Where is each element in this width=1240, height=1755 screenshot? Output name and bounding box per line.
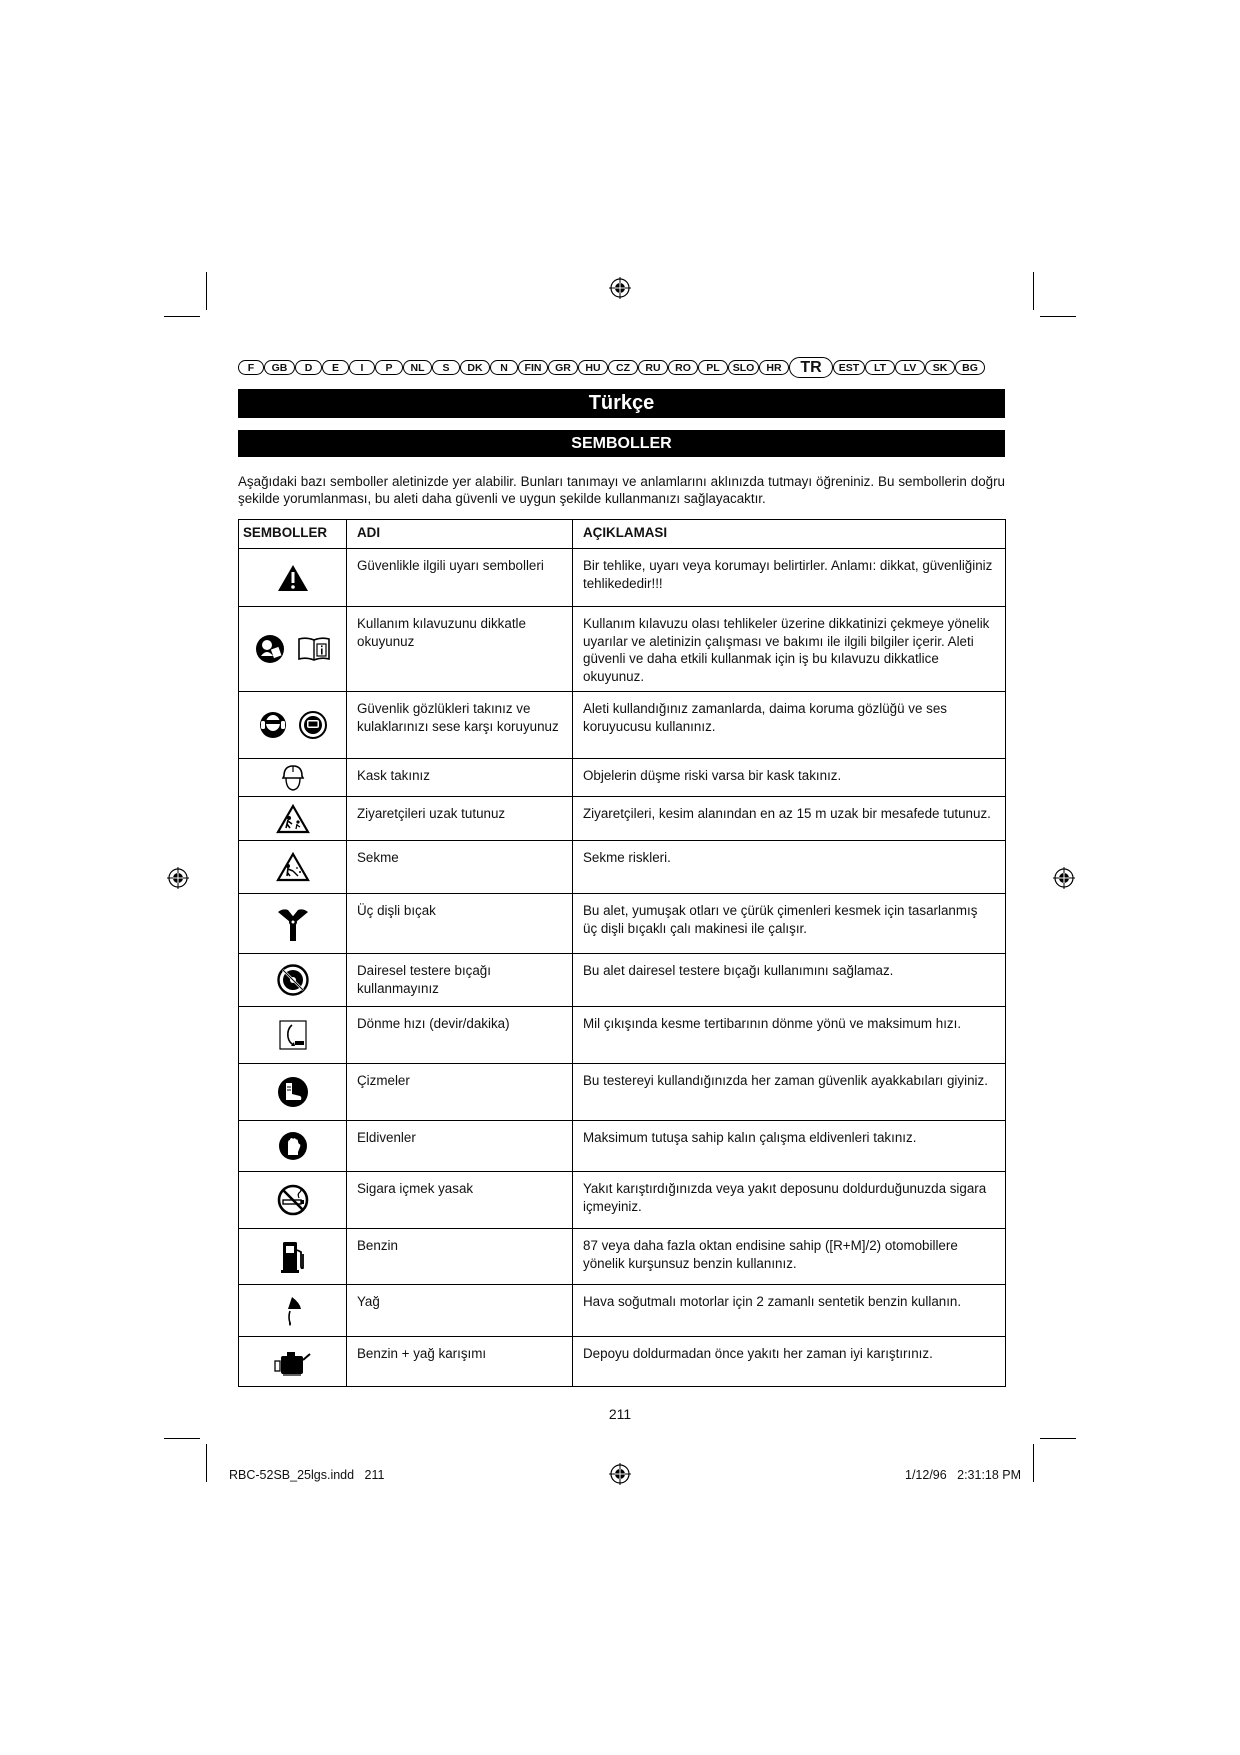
symbol-cell — [239, 1064, 347, 1121]
rotation-speed-icon — [278, 1019, 308, 1051]
symbol-name: Benzin + yağ karışımı — [347, 1337, 573, 1387]
registration-mark-icon — [609, 277, 631, 299]
symbol-cell — [239, 1337, 347, 1387]
symbol-cell — [239, 759, 347, 797]
symbol-cell — [239, 692, 347, 759]
page-title: Türkçe — [238, 389, 1005, 418]
lang-tab-ru[interactable]: RU — [638, 360, 668, 375]
eye-ear-protection-icon — [259, 710, 287, 740]
boots-icon — [277, 1076, 309, 1108]
lang-tab-f[interactable]: F — [238, 360, 264, 375]
symbol-cell — [239, 549, 347, 607]
symbol-description: Bu alet dairesel testere bıçağı kullanımını sağlamaz. — [573, 954, 1006, 1007]
lang-tab-pl[interactable]: PL — [698, 360, 728, 375]
symbol-description: Depoyu doldurmadan önce yakıtı her zaman iyi karıştırınız. — [573, 1337, 1006, 1387]
lang-tab-lt[interactable]: LT — [865, 360, 895, 375]
gloves-icon — [278, 1131, 308, 1161]
symbol-name: Sekme — [347, 841, 573, 894]
symbol-name: Dairesel testere bıçağı kullanmayınız — [347, 954, 573, 1007]
symbol-description: Mil çıkışında kesme tertibarının dönme yönü ve maksimum hızı. — [573, 1007, 1006, 1064]
symbol-cell — [239, 841, 347, 894]
table-row — [239, 1007, 1006, 1064]
symbol-description: Bir tehlike, uyarı veya korumayı belirtirler. Anlamı: dikkat, güvenliğiniz tehlikededir!!! — [573, 549, 1006, 607]
symbol-description: Bu testereyi kullandığınızda her zaman güvenlik ayakkabıları giyiniz. — [573, 1064, 1006, 1121]
lang-tab-gb[interactable]: GB — [264, 360, 295, 375]
crop-mark — [1033, 272, 1034, 310]
table-row — [239, 1121, 1006, 1172]
lang-tab-bg[interactable]: BG — [955, 360, 985, 375]
lang-tab-d[interactable]: D — [295, 360, 322, 375]
symbol-name: Dönme hızı (devir/dakika) — [347, 1007, 573, 1064]
symbol-name: Güvenlik gözlükleri takınız ve kulaklarınızı sese karşı koruyunuz — [347, 692, 573, 759]
crop-mark — [1040, 1438, 1076, 1439]
symbol-name: Kask takınız — [347, 759, 573, 797]
table-row — [239, 549, 1006, 607]
column-header-description: AÇIKLAMASI — [573, 520, 1006, 549]
lang-tab-i[interactable]: I — [349, 360, 375, 375]
lang-tab-e[interactable]: E — [322, 360, 349, 375]
symbol-description: 87 veya daha fazla oktan endisine sahip ([R+M]/2) otomobillere yönelik kurşunsuz benzin kullanınız. — [573, 1229, 1006, 1285]
symbol-cell — [239, 1007, 347, 1064]
table-row — [239, 841, 1006, 894]
symbol-name: Sigara içmek yasak — [347, 1172, 573, 1229]
table-row — [239, 607, 1006, 692]
no-smoking-icon — [277, 1184, 309, 1216]
table-row — [239, 1229, 1006, 1285]
intro-paragraph: Aşağıdaki bazı semboller aletinizde yer alabilir. Bunları tanımayı ve anlamlarını aklınızda tutmayı öğreniniz. Bu sembollerin doğru şekilde yorumlanması, bu aleti daha güvenli ve uygun şekilde kullanmanızı sağlayacaktır. — [238, 474, 1005, 506]
registration-mark-icon — [609, 1463, 631, 1485]
crop-mark — [206, 1444, 207, 1482]
table-row — [239, 692, 1006, 759]
manual-book-icon — [297, 636, 331, 662]
fuel-pump-icon — [280, 1239, 306, 1275]
lang-tab-slo[interactable]: SLO — [728, 360, 759, 375]
symbol-name: Çizmeler — [347, 1064, 573, 1121]
symbol-name: Üç dişli bıçak — [347, 894, 573, 954]
lang-tab-cz[interactable]: CZ — [608, 360, 638, 375]
table-header-row — [239, 520, 1006, 549]
crop-mark — [164, 1438, 200, 1439]
symbol-description: Ziyaretçileri, kesim alanından en az 15 m uzak bir mesafede tutunuz. — [573, 797, 1006, 841]
symbol-cell — [239, 1121, 347, 1172]
registration-mark-icon — [1053, 867, 1075, 889]
table-row — [239, 894, 1006, 954]
lang-tab-tr-active[interactable]: TR — [789, 357, 833, 378]
lang-tab-est[interactable]: EST — [833, 360, 865, 375]
lang-tab-fin[interactable]: FIN — [518, 360, 548, 375]
table-row — [239, 1064, 1006, 1121]
table-row — [239, 1172, 1006, 1229]
lang-tab-sk[interactable]: SK — [925, 360, 955, 375]
fuel-oil-mix-can-icon — [273, 1346, 313, 1378]
warning-triangle-icon — [276, 563, 310, 593]
lang-tab-gr[interactable]: GR — [548, 360, 578, 375]
lang-tab-ro[interactable]: RO — [668, 360, 698, 375]
crop-mark — [206, 272, 207, 310]
symbol-cell — [239, 1285, 347, 1337]
lang-tab-p[interactable]: P — [375, 360, 403, 375]
oil-drop-icon — [280, 1293, 306, 1329]
keep-bystanders-away-icon — [276, 804, 310, 834]
symbols-table — [238, 519, 1006, 1387]
symbol-description: Aleti kullandığınız zamanlarda, daima koruma gözlüğü ve ses koruyucusu kullanınız. — [573, 692, 1006, 759]
section-title: SEMBOLLER — [238, 430, 1005, 457]
symbol-cell — [239, 894, 347, 954]
symbol-name: Benzin — [347, 1229, 573, 1285]
page-number: 211 — [608, 1406, 632, 1422]
symbol-description: Objelerin düşme riski varsa bir kask takınız. — [573, 759, 1006, 797]
symbol-description: Hava soğutmalı motorlar için 2 zamanlı sentetik benzin kullanın. — [573, 1285, 1006, 1337]
symbol-description: Maksimum tutuşa sahip kalın çalışma eldivenleri takınız. — [573, 1121, 1006, 1172]
symbol-name: Kullanım kılavuzunu dikkatle okuyunuz — [347, 607, 573, 692]
lang-tab-nl[interactable]: NL — [403, 360, 432, 375]
lang-tab-dk[interactable]: DK — [460, 360, 490, 375]
symbol-description: Sekme riskleri. — [573, 841, 1006, 894]
table-row — [239, 954, 1006, 1007]
kickback-warning-icon — [276, 852, 310, 882]
language-tabs — [238, 357, 1006, 377]
table-row — [239, 1285, 1006, 1337]
table-row — [239, 797, 1006, 841]
face-shield-icon — [299, 710, 327, 740]
footer-file-name: RBC-52SB_25lgs.indd 211 — [229, 1468, 385, 1482]
symbol-cell — [239, 1172, 347, 1229]
crop-mark — [1033, 1444, 1034, 1482]
symbol-cell — [239, 1229, 347, 1285]
crop-mark — [164, 316, 200, 317]
symbol-description: Kullanım kılavuzu olası tehlikeler üzerine dikkatinizi çekmeye yönelik uyarılar ve aletinizin çalışması ve bakımı ile ilgili bilgiler içerir. Aleti güvenli ve daha etkili kullanmak için iş bu kılavuzu dikkatlice okuyunuz. — [573, 607, 1006, 692]
symbol-description: Yakıt karıştırdığınızda veya yakıt deposunu doldurduğunuzda sigara içmeyiniz. — [573, 1172, 1006, 1229]
lang-tab-hu[interactable]: HU — [578, 360, 608, 375]
symbol-name: Ziyaretçileri uzak tutunuz — [347, 797, 573, 841]
symbol-cell — [239, 954, 347, 1007]
symbol-name: Eldivenler — [347, 1121, 573, 1172]
lang-tab-s[interactable]: S — [432, 360, 460, 375]
registration-mark-icon — [167, 867, 189, 889]
lang-tab-lv[interactable]: LV — [895, 360, 925, 375]
footer-date: 1/12/96 2:31:18 PM — [905, 1468, 1022, 1482]
symbol-name: Güvenlikle ilgili uyarı sembolleri — [347, 549, 573, 607]
symbol-cell — [239, 797, 347, 841]
crop-mark — [1040, 316, 1076, 317]
read-manual-icon — [255, 634, 285, 664]
table-row — [239, 759, 1006, 797]
column-header-name: ADI — [347, 520, 573, 549]
lang-tab-n[interactable]: N — [490, 360, 518, 375]
helmet-icon — [281, 763, 305, 793]
symbol-name: Yağ — [347, 1285, 573, 1337]
no-circular-saw-blade-icon — [277, 964, 309, 996]
lang-tab-hr[interactable]: HR — [759, 360, 789, 375]
symbol-cell — [239, 607, 347, 692]
table-row — [239, 1337, 1006, 1387]
three-tooth-blade-icon — [276, 905, 310, 943]
column-header-symbols: SEMBOLLER — [239, 520, 347, 549]
symbol-description: Bu alet, yumuşak otları ve çürük çimenleri kesmek için tasarlanmış üç dişli bıçaklı çalı makinesi ile çalışır. — [573, 894, 1006, 954]
